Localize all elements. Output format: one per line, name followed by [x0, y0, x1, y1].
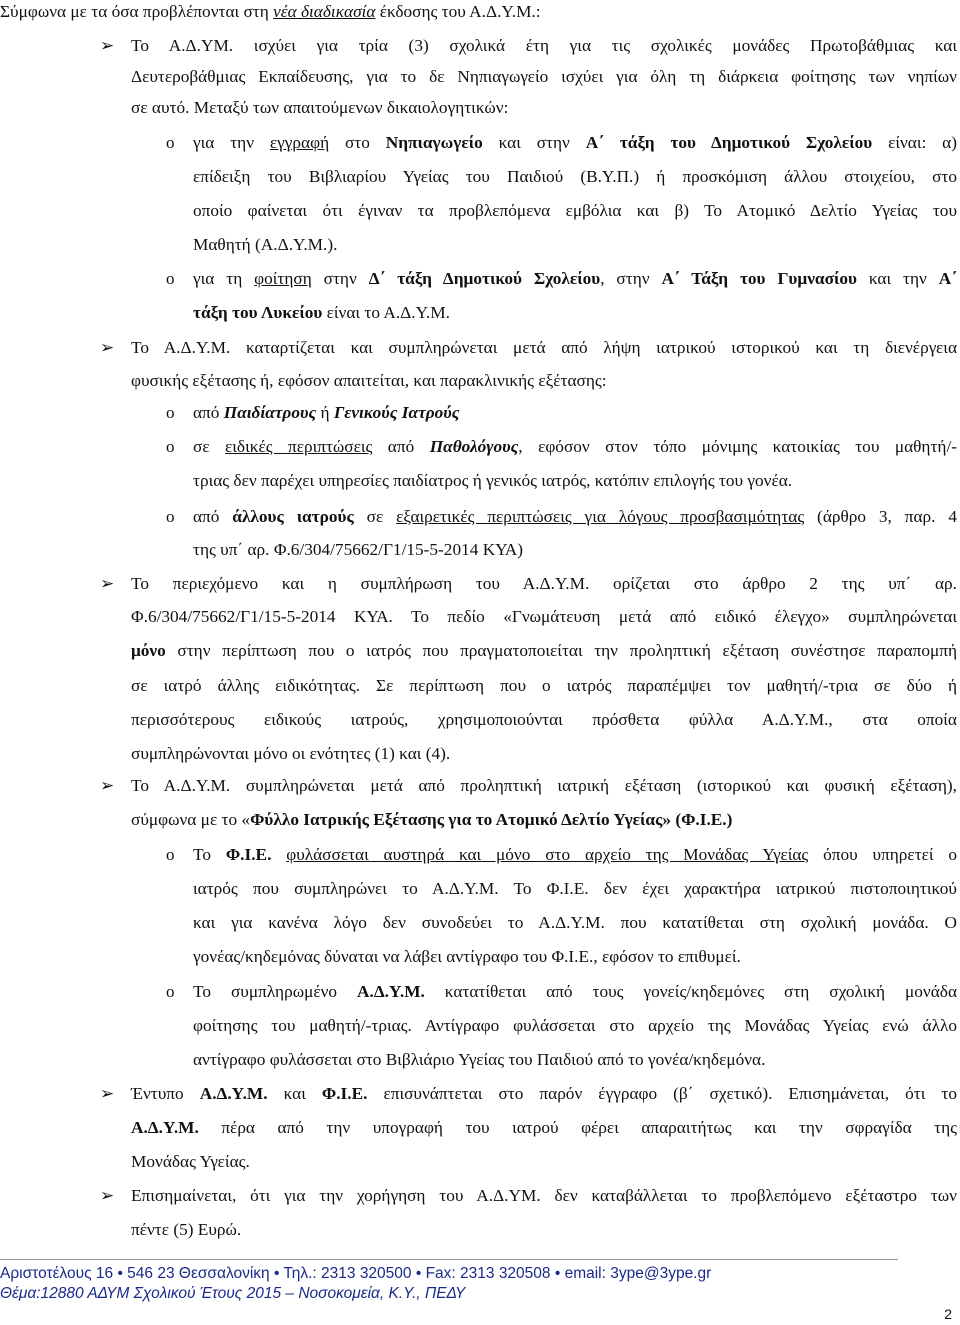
p1b-line-1: για τη φοίτηση στην Δ΄ τάξη Δημοτικού Σχολείου, στην Α΄ Τάξη του Γυμνασίου και την Α΄ [193, 269, 957, 288]
p2b-line-2: τριας δεν παρέχει υπηρεσίες παιδίατρος ή γενικός ιατρός, κατόπιν επιλογής του γονέα. [193, 471, 793, 490]
p3-line-3: μόνο στην περίπτωση που ο ιατρός που πραγματοποιείται την προληπτική εξέταση συνέστησε παραπομπή [131, 641, 957, 660]
p4a-line-2: ιατρός που συμπληρώνει το Α.Δ.Υ.Μ. Το Φ.Ι.Ε. δεν έχει χαρακτήρα ιατρικού πιστοποιητικού [193, 879, 957, 898]
circle-bullet-icon: o [166, 269, 175, 288]
p4-line-2: σύμφωνα με το «Φύλλο Ιατρικής Εξέτασης για το Ατομικό Δελτίο Υγείας» (Φ.Ι.Ε.) [131, 810, 733, 829]
p3-line-4: σε ιατρό άλλης ειδικότητας. Σε περίπτωση που ο ιατρός παραπέμψει τον μαθητή/-τρια σε δύο ή [131, 676, 957, 695]
p6-line-2: πέντε (5) Ευρώ. [131, 1220, 242, 1239]
p1a-line-2: επίδειξη του Βιβλιαρίου Υγείας του Παιδιού (Β.Υ.Π.) ή προσκόμιση άλλου στοιχείου, στο [193, 167, 957, 186]
intro-suffix: έκδοσης του Α.Δ.Υ.Μ.: [375, 2, 541, 21]
circle-bullet-icon: o [166, 437, 175, 456]
circle-bullet-icon: o [166, 845, 175, 864]
page-number: 2 [944, 1306, 952, 1322]
p4a-line-1: Το Φ.Ι.Ε. φυλάσσεται αυστηρά και μόνο στο αρχείο της Μονάδας Υγείας όπου υπηρετεί ο [193, 845, 958, 864]
p4-line-1: Το Α.Δ.Υ.Μ. συμπληρώνεται μετά από προληπτική ιατρική εξέταση (ιστορικού και φυσική εξέταση), [131, 776, 957, 795]
p3-line-1: Το περιεχόμενο και η συμπλήρωση του Α.Δ.Υ.Μ. ορίζεται στο άρθρο 2 της υπ΄ αρ. [131, 574, 957, 593]
arrow-bullet-icon: ➢ [100, 776, 115, 795]
arrow-bullet-icon: ➢ [100, 1186, 115, 1205]
p2b-line-1: σε ειδικές περιπτώσεις από Παθολόγους, εφόσον στον τόπο μόνιμης κατοικίας του μαθητή/- [193, 437, 957, 456]
p1-line-2: Δευτεροβάθμιας Εκπαίδευσης, για το δε Νηπιαγωγείο ισχύει για όλη τη διάρκεια φοίτησης των νηπίων [131, 67, 957, 86]
p2-line-2: φυσικής εξέτασης ή, εφόσον απαιτείται, και παρακλινικής εξέτασης: [131, 371, 607, 390]
p3-line-5: περισσότερους ειδικούς ιατρούς, χρησιμοποιούνται πρόσθετα φύλλα Α.Δ.Υ.Μ., στα οποία [131, 710, 957, 729]
circle-bullet-icon: o [166, 507, 175, 526]
p4a-line-3: και για κανένα λόγο δεν συνοδεύει το Α.Δ.Υ.Μ. που κατατίθεται στη σχολική μονάδα. Ο [193, 913, 957, 932]
p5-line-1: Έντυπο Α.Δ.Υ.Μ. και Φ.Ι.Ε. επισυνάπτεται στο παρόν έγγραφο (β΄ σχετικό). Επισημάνεται, ότι το [131, 1084, 957, 1103]
p1a-line-3: οποίο φαίνεται ότι έγιναν τα προβλεπόμενα εμβόλια και β) Το Ατομικό Δελτίο Υγείας του [193, 201, 957, 220]
intro-text: Σύμφωνα με τα όσα προβλέπονται στη [0, 2, 274, 21]
arrow-bullet-icon: ➢ [100, 36, 115, 55]
p2c-line-1: από άλλους ιατρούς σε εξαιρετικές περιπτώσεις για λόγους προσβασιμότητας (άρθρο 3, παρ. 4 [193, 507, 957, 526]
p2a-line: από Παιδίατρους ή Γενικούς Ιατρούς [193, 403, 460, 422]
intro-emphasis: νέα διαδικασία [273, 2, 376, 21]
p5-line-2: Α.Δ.Υ.Μ. πέρα από την υπογραφή του ιατρού φέρει απαραιτήτως και την σφραγίδα της [131, 1118, 957, 1137]
p4b-line-3: αντίγραφο φυλάσσεται στο Βιβλιάριο Υγείας του Παιδιού από το γονέα/κηδεμόνα. [193, 1050, 766, 1069]
footer-address: Αριστοτέλους 16 • 546 23 Θεσσαλονίκη • Τηλ.: 2313 320500 • Fax: 2313 320508 • email: 3ype@3ype.gr [0, 1265, 712, 1282]
p1-line-3: σε αυτό. Μεταξύ των απαιτούμενων δικαιολογητικών: [131, 98, 509, 117]
p1a-line-4: Μαθητή (Α.Δ.Υ.Μ.). [193, 235, 338, 254]
p4a-line-4: γονέας/κηδεμόνας δύναται να λάβει αντίγραφο του Φ.Ι.Ε., εφόσον το επιθυμεί. [193, 947, 741, 966]
p1-line-1: Το Α.Δ.ΥΜ. ισχύει για τρία (3) σχολικά έτη για τις σχολικές μονάδες Πρωτοβάθμιας και [131, 36, 957, 55]
p4b-line-1: Το συμπληρωμένο Α.Δ.Υ.Μ. κατατίθεται από τους γονείς/κηδεμόνες στη σχολική μονάδα [193, 982, 957, 1001]
footer-divider [0, 1259, 898, 1260]
p1b-line-2: τάξη του Λυκείου είναι το Α.Δ.Υ.Μ. [193, 303, 450, 322]
p2-line-1: Το Α.Δ.Υ.Μ. καταρτίζεται και συμπληρώνεται μετά από λήψη ιατρικού ιστορικού και τη διενέργεια [131, 338, 957, 357]
p3-line-2: Φ.6/304/75662/Γ1/15-5-2014 ΚΥΑ. Το πεδίο «Γνωμάτευση μετά από ειδικό έλεγχο» συμπληρώνεται [131, 607, 957, 626]
p5-line-3: Μονάδας Υγείας. [131, 1152, 250, 1171]
intro-line [0, 2, 541, 22]
p1a-line-1: για την εγγραφή στο Νηπιαγωγείο και στην Α΄ τάξη του Δημοτικού Σχολείου είναι: α) [193, 133, 957, 152]
circle-bullet-icon: o [166, 403, 175, 422]
p2c-line-2: της υπ΄ αρ. Φ.6/304/75662/Γ1/15-5-2014 ΚΥΑ) [193, 540, 524, 559]
p3-line-6: συμπληρώνονται μόνο οι ενότητες (1) και (4). [131, 744, 451, 763]
p6-line-1: Επισημαίνεται, ότι για την χορήγηση του Α.Δ.ΥΜ. δεν καταβάλλεται το προβλεπόμενο εξέταστρο των [131, 1186, 957, 1205]
arrow-bullet-icon: ➢ [100, 574, 115, 593]
circle-bullet-icon: o [166, 982, 175, 1001]
circle-bullet-icon: o [166, 133, 175, 152]
p4b-line-2: φοίτησης του μαθητή/-τριας. Αντίγραφο φυλάσσεται στο αρχείο της Μονάδας Υγείας ενώ άλλο [193, 1016, 957, 1035]
footer-subject: Θέμα:12880 ΑΔΥΜ Σχολικού Έτους 2015 – Νοσοκομεία, Κ.Υ., ΠΕΔΥ [0, 1285, 466, 1302]
arrow-bullet-icon: ➢ [100, 1084, 115, 1103]
arrow-bullet-icon: ➢ [100, 338, 115, 357]
